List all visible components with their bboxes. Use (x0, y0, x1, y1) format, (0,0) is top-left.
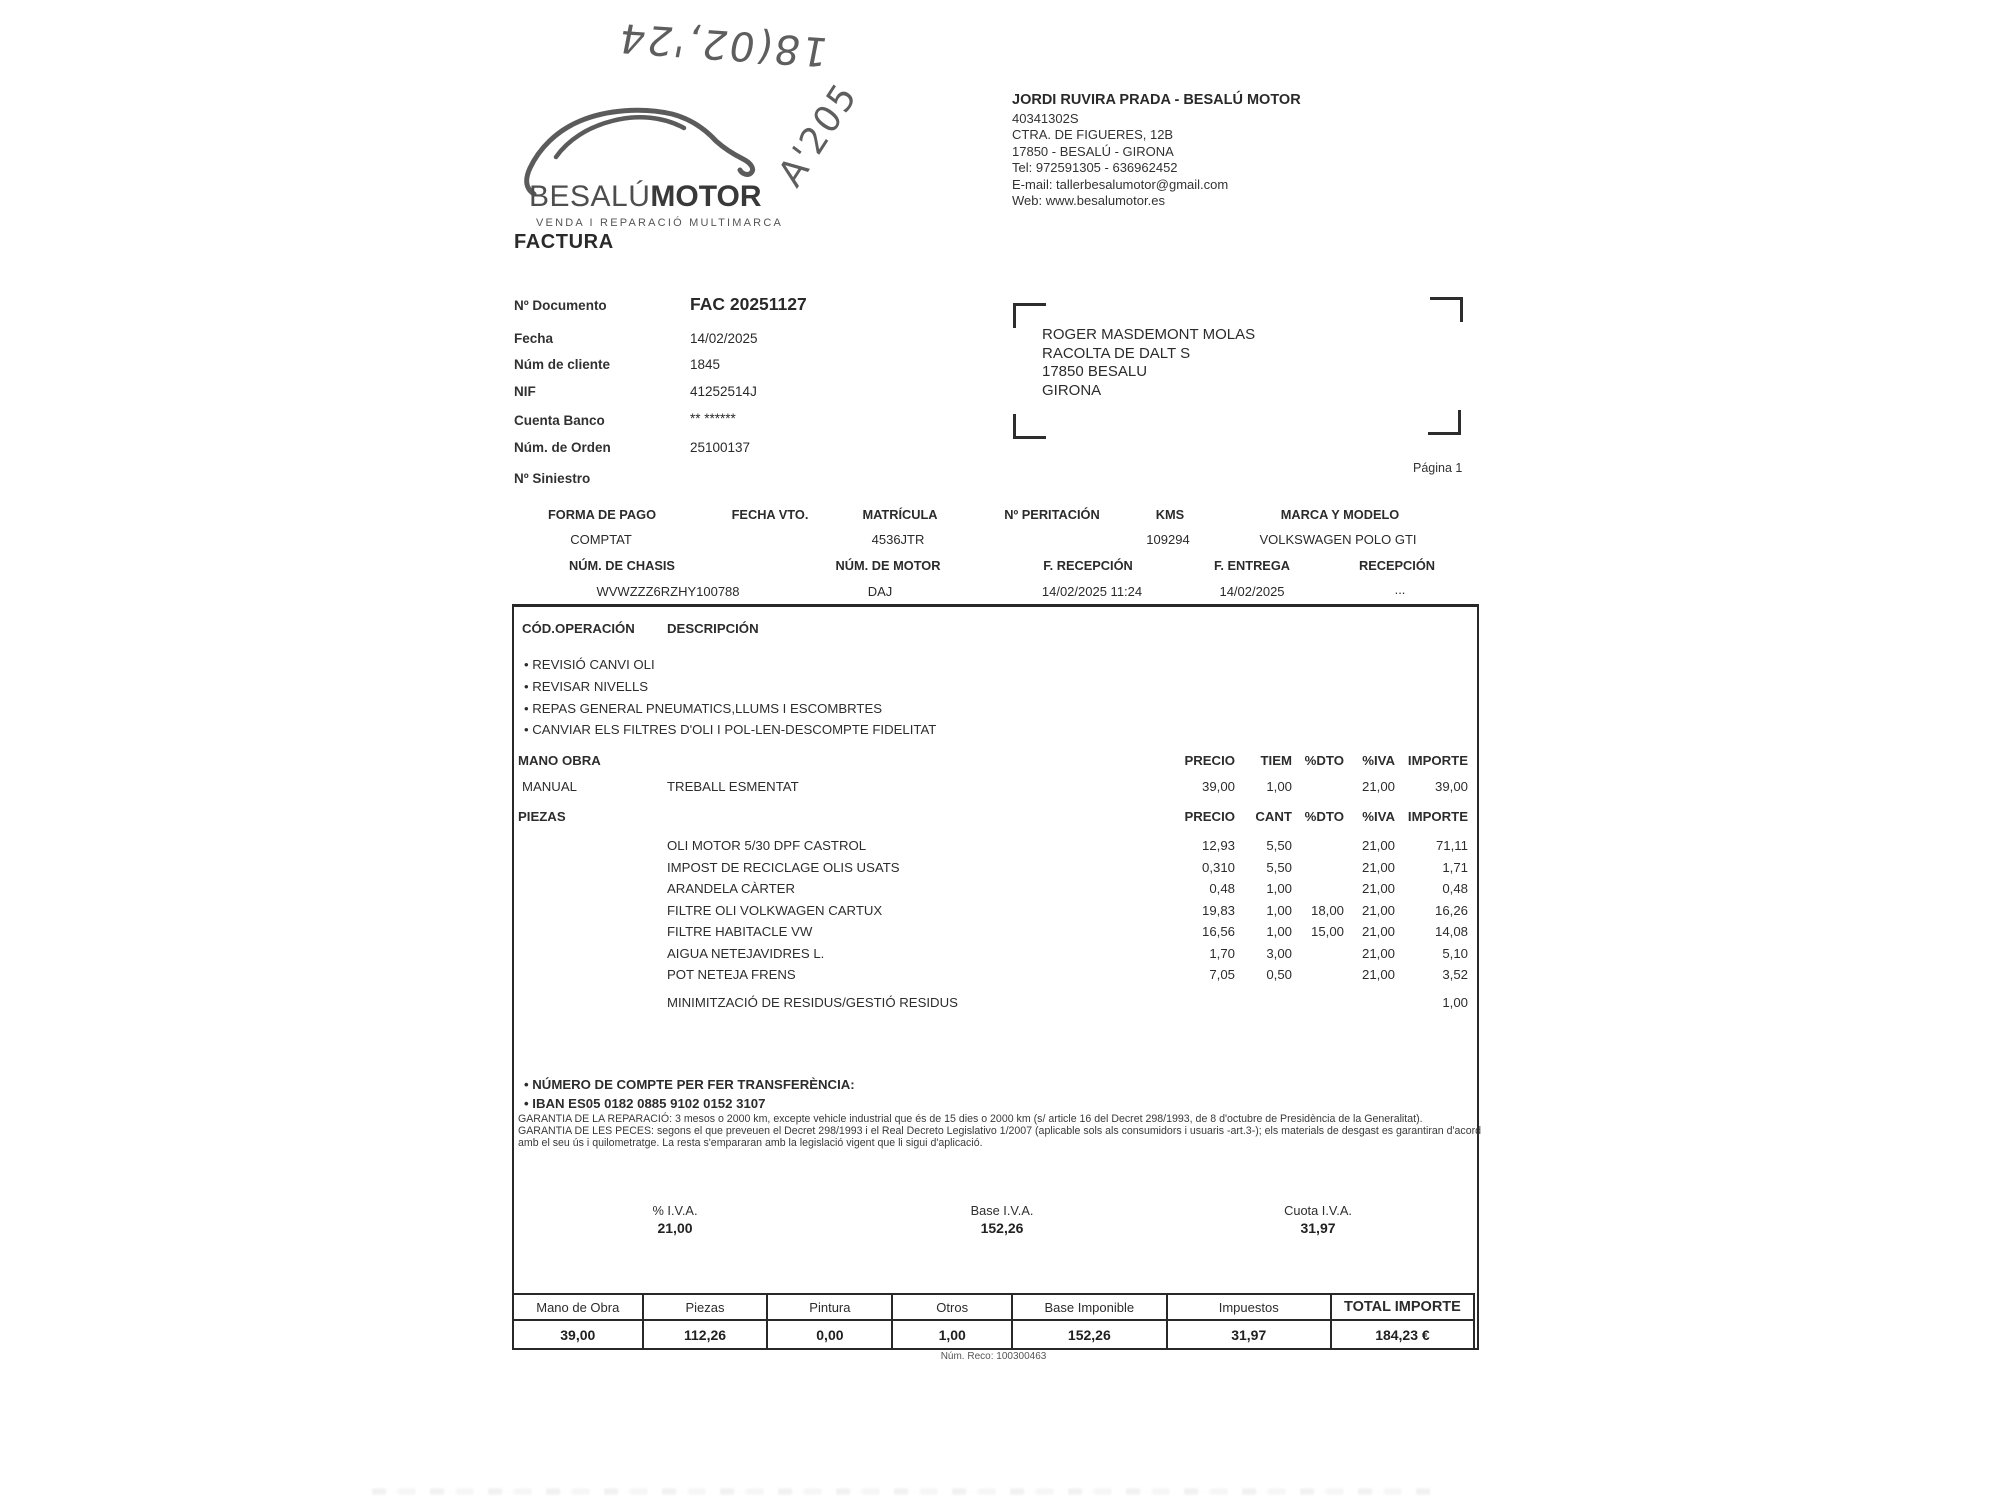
address-corner-mark (1428, 410, 1461, 435)
address-corner-mark (1013, 414, 1046, 439)
field-value-nif: 41252514J (690, 384, 757, 399)
customer-name: ROGER MASDEMONT MOLAS (1042, 326, 1256, 343)
part-iva: 21,00 (1361, 860, 1395, 875)
header-f-entrega: F. ENTREGA (1213, 558, 1291, 573)
company-city: 17850 - BESALÚ - GIRONA (1012, 143, 1174, 159)
part-row (514, 946, 1477, 966)
warranty-line: amb el seu ús i quilometratge. La resta s'empararan amb la legislació vigent que li sigui d'aplicació. (518, 1137, 983, 1149)
labor-col-tiem: TIEM (1260, 753, 1292, 768)
parts-col-cant: CANT (1255, 809, 1292, 824)
part-desc: AIGUA NETEJAVIDRES L. (667, 946, 825, 961)
transfer-iban: • IBAN ES05 0182 0885 9102 0152 3107 (524, 1096, 765, 1111)
header-peritacion: Nº PERITACIÓN (1004, 507, 1100, 522)
part-iva: 21,00 (1361, 946, 1395, 961)
part-precio: 1,70 (1209, 946, 1235, 961)
part-cant: 3,00 (1266, 946, 1292, 961)
part-row (514, 903, 1477, 923)
field-value-orden: 25100137 (690, 440, 751, 455)
part-row (514, 967, 1477, 987)
part-importe: 3,52 (1442, 967, 1468, 982)
part-row (514, 881, 1477, 901)
cod-operacion-header: CÓD.OPERACIÓN (522, 621, 635, 636)
part-cant: 1,00 (1266, 924, 1292, 939)
totals-header-total: TOTAL IMPORTE (1331, 1294, 1474, 1320)
totals-header-impuestos: Impuestos (1167, 1294, 1331, 1320)
part-iva: 21,00 (1361, 881, 1395, 896)
value-matricula: 4536JTR (871, 532, 925, 547)
value-forma-pago: COMPTAT (570, 532, 632, 547)
field-value-documento: FAC 20251127 (690, 294, 807, 314)
field-label-cliente: Núm de cliente (514, 357, 611, 372)
part-cant: 0,50 (1266, 967, 1292, 982)
field-value-cuenta: ** ****** (690, 411, 736, 426)
totals-header-row (513, 1294, 1474, 1320)
part-cant: 5,50 (1266, 838, 1292, 853)
company-email: E-mail: tallerbesalumotor@gmail.com (1012, 176, 1229, 192)
part-desc: IMPOST DE RECICLAGE OLIS USATS (667, 860, 900, 875)
part-iva: 21,00 (1361, 903, 1395, 918)
labor-section-label: MANO OBRA (518, 753, 601, 768)
totals-value-row (513, 1320, 1474, 1349)
totals-value-pintura: 0,00 (767, 1320, 892, 1349)
part-precio: 19,83 (1201, 903, 1235, 918)
customer-zip-city: 17850 BESALU (1042, 363, 1148, 380)
labor-code: MANUAL (522, 779, 577, 794)
totals-value-piezas: 112,26 (643, 1320, 768, 1349)
iva-cuota-label: Cuota I.V.A. (1284, 1203, 1352, 1218)
company-address: CTRA. DE FIGUERES, 12B (1012, 127, 1174, 142)
receipt-number-label: Núm. Reco: 100300463 (940, 1351, 1047, 1362)
part-importe: 71,11 (1435, 838, 1468, 853)
part-importe: 16,26 (1434, 903, 1468, 918)
header-forma-pago: FORMA DE PAGO (547, 507, 657, 522)
labor-section-header (514, 753, 1477, 773)
totals-table (512, 1293, 1475, 1350)
labor-iva: 21,00 (1361, 779, 1395, 794)
handwritten-date-note: 18(02,'24 (613, 14, 833, 75)
part-iva: 21,00 (1361, 967, 1395, 982)
field-label-orden: Núm. de Orden (514, 440, 611, 455)
operation-item: • CANVIAR ELS FILTRES D'OLI I POL-LEN-DESCOMPTE FIDELITAT (524, 722, 936, 737)
totals-value-base: 152,26 (1012, 1320, 1166, 1349)
customer-street: RACOLTA DE DALT S (1042, 344, 1191, 362)
transfer-title: • NÚMERO DE COMPTE PER FER TRANSFERÈNCIA: (524, 1077, 855, 1092)
iva-base-value: 152,26 (980, 1220, 1024, 1236)
field-label-cuenta: Cuenta Banco (514, 413, 605, 428)
company-info-block (1012, 92, 1301, 210)
part-iva: 21,00 (1361, 924, 1395, 939)
part-row (514, 838, 1477, 858)
totals-value-mano-obra: 39,00 (513, 1320, 643, 1349)
part-cant: 5,50 (1266, 860, 1292, 875)
part-importe: 5,10 (1442, 946, 1468, 961)
field-value-fecha: 14/02/2025 (690, 331, 758, 346)
field-label-fecha: Fecha (514, 331, 554, 346)
invoice-body-box (512, 604, 1482, 1350)
header-chasis: NÚM. DE CHASIS (569, 558, 675, 573)
iva-pct-value: 21,00 (657, 1220, 693, 1236)
operation-item: • REPAS GENERAL PNEUMATICS,LLUMS I ESCOMBRTES (524, 701, 882, 716)
labor-desc: TREBALL ESMENTAT (667, 779, 799, 794)
document-title: FACTURA (514, 231, 614, 253)
address-corner-mark (1430, 297, 1463, 322)
field-label-siniestro: Nº Siniestro (514, 471, 591, 486)
parts-col-iva: %IVA (1362, 809, 1395, 824)
labor-importe: 39,00 (1434, 779, 1468, 794)
parts-col-precio: PRECIO (1184, 809, 1235, 824)
labor-col-iva: %IVA (1362, 753, 1395, 768)
address-corner-mark (1013, 303, 1046, 328)
part-importe: 14,08 (1434, 924, 1468, 939)
totals-header-piezas: Piezas (643, 1294, 768, 1320)
brand-wordmark (529, 180, 762, 214)
part-precio: 7,05 (1209, 967, 1235, 982)
value-marca-modelo: VOLKSWAGEN POLO GTI (1259, 532, 1417, 547)
header-motor: NÚM. DE MOTOR (835, 558, 941, 573)
part-importe: 0,48 (1442, 881, 1468, 896)
value-f-recepcion: 14/02/2025 11:24 (1041, 584, 1143, 599)
part-importe: 1,00 (1442, 995, 1468, 1010)
part-cant: 1,00 (1266, 881, 1292, 896)
value-chasis: WVWZZZ6RZHY100788 (596, 584, 740, 599)
value-recepcion: ... (1394, 582, 1406, 597)
parts-col-dto: %DTO (1304, 809, 1344, 824)
part-importe: 1,71 (1442, 860, 1468, 875)
part-row (514, 995, 1477, 1015)
part-cant: 1,00 (1266, 903, 1292, 918)
labor-row (514, 779, 1477, 799)
brand-tagline: VENDA I REPARACIÓ MULTIMARCA (536, 217, 783, 229)
iva-base-label: Base I.V.A. (970, 1203, 1034, 1218)
part-desc: MINIMITZACIÓ DE RESIDUS/GESTIÓ RESIDUS (667, 995, 958, 1010)
totals-value-impuestos: 31,97 (1167, 1320, 1331, 1349)
part-iva: 21,00 (1361, 838, 1395, 853)
labor-col-precio: PRECIO (1184, 753, 1235, 768)
part-precio: 0,48 (1209, 881, 1235, 896)
parts-section-header (514, 809, 1477, 829)
labor-col-importe: IMPORTE (1407, 753, 1468, 768)
operations-header-row (514, 621, 1477, 641)
header-f-recepcion: F. RECEPCIÓN (1043, 558, 1133, 573)
part-desc: OLI MOTOR 5/30 DPF CASTROL (667, 838, 867, 853)
labor-tiem: 1,00 (1266, 779, 1292, 794)
part-desc: POT NETEJA FRENS (667, 967, 796, 982)
parts-col-importe: IMPORTE (1407, 809, 1468, 824)
header-matricula: MATRÍCULA (862, 507, 938, 522)
value-kms: 109294 (1146, 532, 1190, 547)
warranty-line: GARANTIA DE LES PECES: segons el que preveuen el Decret 298/1993 i el Real Decreto Legislativo 1/2007 (aplicable sols als consumidors i usuaris -art.3-); els materials de desgast es garantiran d'acord (518, 1125, 1482, 1137)
iva-cuota-value: 31,97 (1300, 1220, 1336, 1236)
customer-province: GIRONA (1042, 381, 1102, 399)
header-recepcion: RECEPCIÓN (1358, 558, 1436, 573)
scan-artifact-strip (372, 1488, 1432, 1495)
operation-item: • REVISAR NIVELLS (524, 679, 648, 694)
handwritten-code-note: A'205 (771, 75, 866, 195)
company-web: Web: www.besalumotor.es (1012, 193, 1165, 208)
iva-pct-label: % I.V.A. (652, 1203, 698, 1218)
part-dto: 15,00 (1310, 924, 1344, 939)
company-name: JORDI RUVIRA PRADA - BESALÚ MOTOR (1012, 92, 1301, 108)
header-kms: KMS (1155, 507, 1185, 522)
part-precio: 16,56 (1201, 924, 1235, 939)
descripcion-header: DESCRIPCIÓN (667, 621, 759, 636)
company-phone: Tel: 972591305 - 636962452 (1012, 160, 1178, 175)
field-label-nif: NIF (514, 384, 536, 399)
brand-bold: MOTOR (650, 180, 762, 213)
brand-light: BESALÚ (529, 180, 651, 213)
totals-header-otros: Otros (892, 1294, 1012, 1320)
part-precio: 0,310 (1201, 860, 1235, 875)
part-desc: ARANDELA CÀRTER (667, 881, 796, 896)
value-f-entrega: 14/02/2025 (1219, 584, 1285, 599)
labor-col-dto: %DTO (1304, 753, 1344, 768)
parts-section-label: PIEZAS (518, 809, 566, 824)
part-desc: FILTRE OLI VOLKWAGEN CARTUX (667, 903, 883, 918)
header-marca-modelo: MARCA Y MODELO (1280, 507, 1400, 522)
warranty-line: GARANTIA DE LA REPARACIÓ: 3 mesos o 2000 km, excepte vehicle industrial que és de 15 dies o 2000 km (s/ article 16 del Decret 298/1993, de 8 d'octubre de Presidència de la Generalitat). (518, 1113, 1423, 1125)
part-row (514, 860, 1477, 880)
totals-header-pintura: Pintura (767, 1294, 892, 1320)
company-nif: 40341302S (1012, 110, 1079, 126)
field-value-cliente: 1845 (690, 357, 721, 372)
part-precio: 12,93 (1201, 838, 1235, 853)
labor-precio: 39,00 (1201, 779, 1235, 794)
part-desc: FILTRE HABITACLE VW (667, 924, 813, 939)
customer-address-block (1042, 326, 1255, 400)
page-number-label: Página 1 (1413, 461, 1463, 475)
totals-header-mano-obra: Mano de Obra (513, 1294, 643, 1320)
totals-header-base: Base Imponible (1012, 1294, 1166, 1320)
part-row (514, 924, 1477, 944)
totals-value-otros: 1,00 (892, 1320, 1012, 1349)
value-motor: DAJ (867, 584, 893, 599)
operation-item: • REVISIÓ CANVI OLI (524, 657, 655, 672)
part-dto: 18,00 (1310, 903, 1344, 918)
header-fecha-vto: FECHA VTO. (731, 507, 809, 522)
totals-value-total: 184,23 € (1331, 1320, 1474, 1349)
field-label-documento: Nº Documento (514, 298, 607, 313)
